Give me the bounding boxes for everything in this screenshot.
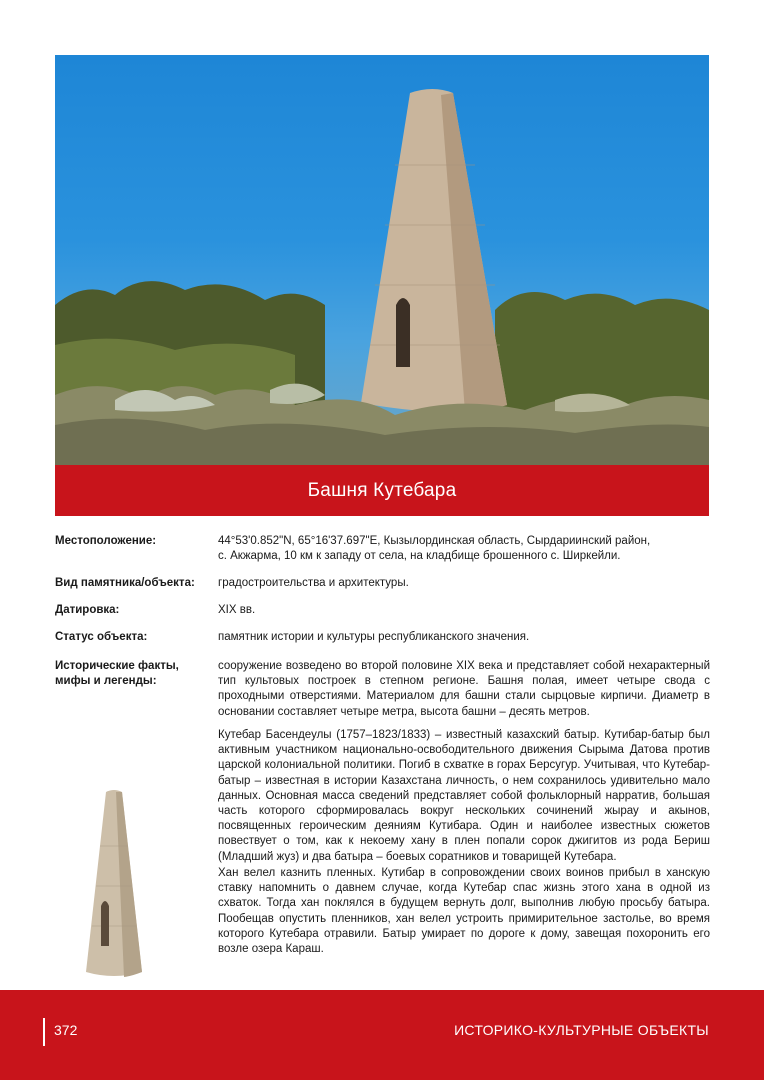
history-paragraph-1: сооружение возведено во второй половине XIX века и представляет собой нехарактерный тип культовых построек в степном регионе. Башня полая, имеет четыре свода с проходными отверстиями. Материалом для башни стали сырцовые кирпичи. Диаметр в основании составляет четыре метра, высота башни – десять метров. xyxy=(218,660,710,718)
value-status: памятник истории и культуры республиканского значения. xyxy=(218,631,530,643)
footer-divider xyxy=(43,1018,45,1046)
value-location-line-2: с. Акжарма, 10 км к западу от села, на кладбище брошенного с. Ширкейли. xyxy=(218,550,621,562)
section-title: ИСТОРИКО-КУЛЬТУРНЫЕ ОБЪЕКТЫ xyxy=(454,1022,709,1038)
page-title: Башня Кутебара xyxy=(307,479,457,501)
value-dating: XIX вв. xyxy=(218,604,256,616)
label-location: Местоположение: xyxy=(55,535,157,547)
value-location xyxy=(218,534,710,564)
title-band xyxy=(55,465,709,516)
footer-band xyxy=(0,990,764,1080)
history-paragraph-3: Хан велел казнить пленных. Кутибар в сопровождении своих воинов прибыл в ханскую ставку напомнить о давнем случае, когда Кутебар спас жизнь этого хана в одной из схваток. Тогда хан поклялся в будущем вернуть долг, выполнив любую просьбу батыра. Пообещав опустить пленников, хан велел устроить примирительное застолье, во время которого Кутебара отравили. Батыр умирает по дороге к дому, завещая похоронить его возле озера Караш. xyxy=(218,867,710,956)
page-number: 372 xyxy=(54,1022,78,1038)
tower-photo xyxy=(55,55,709,465)
label-status: Статус объекта: xyxy=(55,631,148,643)
label-monument-type: Вид памятника/объекта: xyxy=(55,577,195,589)
label-dating: Датировка: xyxy=(55,604,120,616)
tower-thumbnail xyxy=(84,786,144,981)
label-history: Исторические факты, мифы и легенды: xyxy=(55,660,179,687)
history-paragraph-2: Кутебар Басендеулы (1757–1823/1833) – известный казахский батыр. Кутибар-батыр был активным участником национально-освободительного движения Сырыма Датова против царской колониальной политики. Погиб в схватке в горах Берсугур. Учитывая, что Кутебар-батыр – известная в истории Казахстана личность, о нем сохранилось удивительно мало данных. Основная масса сведений представляет собой фольклорный нарратив, большая часть которого сформировалась вокруг нескольких сочинений жырау и акынов, посвященных героическим деяниям Кутибара. Один и наиболее известных сюжетов повествует о том, как к некоему хану в плен попали сорок джигитов из рода Бериш (Младший жуз) и два батыра – боевых соратников и товарищей Кутебара. xyxy=(218,729,710,863)
value-monument-type: градостроительства и архитектуры. xyxy=(218,577,409,589)
value-location-line-1: 44°53'0.852"N, 65°16'37.697"E, Кызылординская область, Сырдариинский район, xyxy=(218,535,651,547)
